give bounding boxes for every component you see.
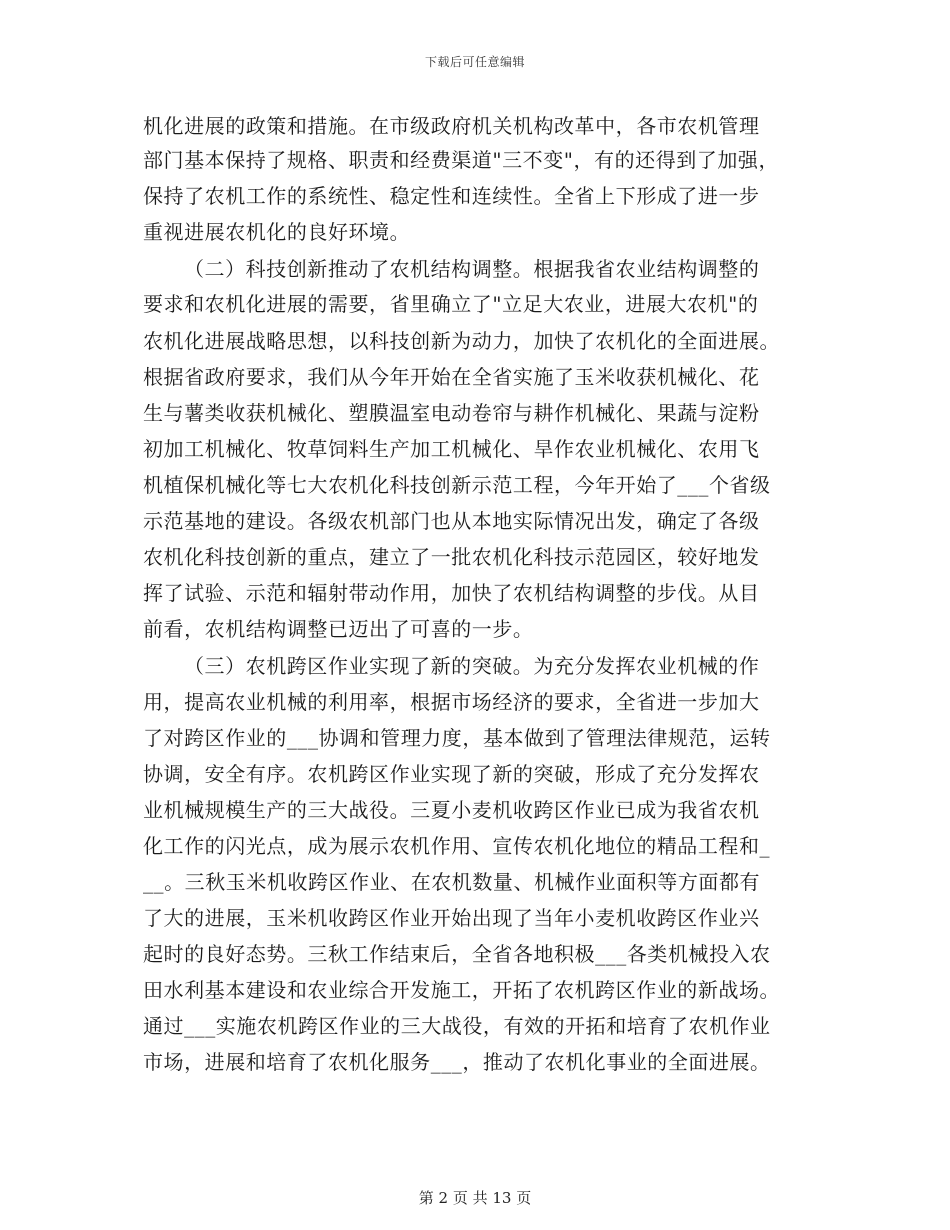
text-line: 挥了试验、示范和辐射带动作用，加快了农机结构调整的步伐。从目	[143, 581, 760, 605]
text-line: 示范基地的建设。各级农机部门也从本地实际情况出发，确定了各级	[143, 509, 760, 533]
text-line: 农机化科技创新的重点，建立了一批农机化科技示范园区，较好地发	[143, 545, 760, 569]
text-line: 起时的良好态势。三秋工作结束后，全省各地积极___各类机械投入农	[143, 942, 771, 966]
text-line: 了大的进展，玉米机收跨区作业开始出现了当年小麦机收跨区作业兴	[143, 906, 760, 930]
paragraph-start-line: （三）农机跨区作业实现了新的突破。为充分发挥农业机械的作	[184, 654, 760, 678]
text-line: 机化进展的政策和措施。在市级政府机关机构改革中，各市农机管理	[143, 114, 760, 138]
text-line: 通过___实施农机跨区作业的三大战役，有效的开拓和培育了农机作业	[143, 1014, 771, 1038]
page-number: 第 2 页 共 13 页	[418, 1189, 532, 1207]
text-line: 初加工机械化、牧草饲料生产加工机械化、旱作农业机械化、农用飞	[143, 437, 760, 461]
text-line: 协调，安全有序。农机跨区作业实现了新的突破，形成了充分发挥农	[143, 762, 760, 786]
text-line: 部门基本保持了规格、职责和经费渠道"三不变"，有的还得到了加强，	[143, 148, 779, 172]
text-line: 业机械规模生产的三大战役。三夏小麦机收跨区作业已成为我省农机	[143, 798, 760, 822]
text-line: 了对跨区作业的___协调和管理力度，基本做到了管理法律规范，运转	[143, 726, 771, 750]
text-line: 保持了农机工作的系统性、稳定性和连续性。全省上下形成了进一步	[143, 184, 760, 208]
text-line: 生与薯类收获机械化、塑膜温室电动卷帘与耕作机械化、果蔬与淀粉	[143, 401, 760, 425]
page-header: 下载后可任意编辑	[424, 55, 525, 69]
text-line: 化工作的闪光点，成为展示农机作用、宣传农机化地位的精品工程和_	[143, 834, 771, 858]
text-line: 机植保机械化等七大农机化科技创新示范工程，今年开始了___个省级	[143, 473, 771, 497]
text-line: 前看，农机结构调整已迈出了可喜的一步。	[143, 617, 534, 641]
text-line: 农机化进展战略思想，以科技创新为动力，加快了农机化的全面进展。	[143, 329, 781, 353]
text-line: 市场，进展和培育了农机化服务___，推动了农机化事业的全面进展。	[143, 1050, 771, 1074]
text-line: 要求和农机化进展的需要，省里确立了"立足大农业，进展大农机"的	[143, 292, 759, 316]
text-line: 根据省政府要求，我们从今年开始在全省实施了玉米收获机械化、花	[143, 365, 760, 389]
paragraph-start-line: （二）科技创新推动了农机结构调整。根据我省农业结构调整的	[184, 257, 760, 281]
text-line: 用，提高农业机械的利用率，根据市场经济的要求，全省进一步加大	[143, 690, 760, 714]
text-line: 重视进展农机化的良好环境。	[143, 220, 411, 244]
text-line: 田水利基本建设和农业综合开发施工，开拓了农机跨区作业的新战场。	[143, 978, 781, 1002]
text-line: __。三秋玉米机收跨区作业、在农机数量、机械作业面积等方面都有	[143, 870, 761, 894]
